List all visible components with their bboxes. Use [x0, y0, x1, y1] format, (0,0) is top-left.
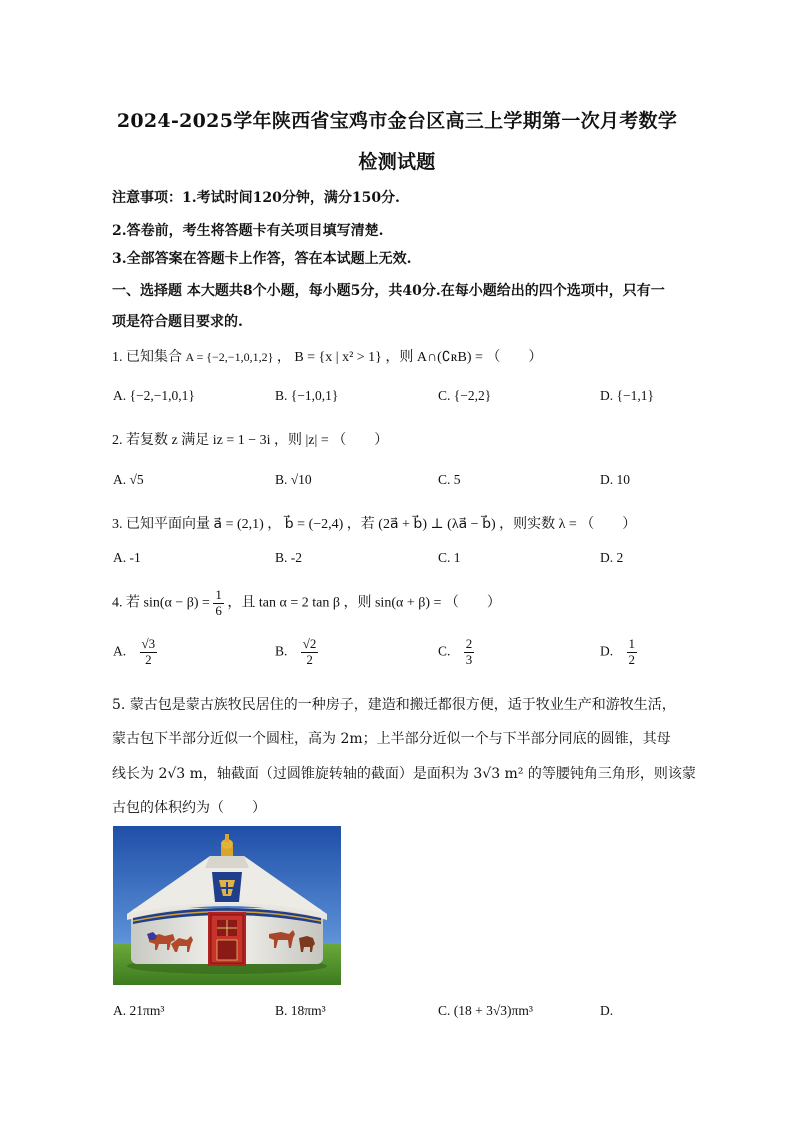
question-4-option-d — [600, 637, 637, 668]
question-5-line-3: 线长为 2√3 m，轴截面（过圆锥旋转轴的截面）是面积为 3√3 m² 的等腰钝角三角形，则该蒙 — [112, 766, 696, 782]
option-fraction-den: 3 — [465, 651, 473, 667]
question-1-suffix: ，则 A∩(∁ʀB) = （ ） — [385, 350, 543, 365]
note-1: 注意事项：1.考试时间120分钟，满分150分. — [112, 190, 400, 206]
option-fraction-num: √3 — [141, 636, 156, 651]
option-label: B. — [275, 643, 288, 659]
section-1-heading: 一、选择题 本大题共8个小题，每小题5分，共40分.在每小题给出的四个选项中，只有一 — [112, 283, 665, 299]
question-3-option-c: C. 1 — [438, 550, 461, 565]
option-fraction-den: 2 — [306, 651, 313, 667]
option-fraction-num: 2 — [465, 636, 473, 651]
question-4-fraction-num: 1 — [215, 587, 222, 602]
option-fraction-den: 2 — [145, 651, 152, 667]
question-1-option-d: D. {−1,1} — [600, 388, 654, 403]
question-1-option-c: C. {−2,2} — [438, 388, 492, 403]
question-3: 3. 已知平面向量 a⃗ = (2,1) ， b⃗ = (−2,4) ，若 (2a⃗ + b⃗) ⊥ (λa⃗ − b⃗) ，则实数 λ = （ ） — [112, 517, 637, 532]
option-fraction — [301, 637, 319, 668]
option-fraction — [464, 637, 475, 668]
question-2-option-c: C. 5 — [438, 472, 461, 487]
note-3: 3.全部答案在答题卡上作答，答在本试题上无效. — [112, 251, 412, 267]
question-4-option-c — [438, 637, 474, 668]
question-3-option-a: A. -1 — [113, 550, 141, 565]
question-1-set-a: A = {−2,−1,0,1,2} — [185, 350, 274, 364]
question-3-option-b: B. -2 — [275, 550, 302, 565]
section-1-heading-cont: 项是符合题目要求的. — [112, 314, 243, 330]
option-fraction — [627, 637, 638, 668]
question-1-set-b: B = {x | x² > 1} — [294, 350, 382, 365]
question-5-line-2: 蒙古包下半部分近似一个圆柱，高为 2m；上半部分近似一个与下半部分同底的圆锥，其母 — [112, 731, 671, 747]
option-fraction-den: 2 — [628, 651, 635, 667]
paper-title-line1: 2024-2025学年陕西省宝鸡市金台区高三上学期第一次月考数学 — [116, 110, 678, 132]
question-1-prefix: 1. 已知集合 — [112, 350, 182, 365]
question-3-option-d: D. 2 — [600, 550, 624, 565]
question-5-option-a: A. 21πm³ — [113, 1003, 165, 1018]
option-fraction — [140, 637, 158, 668]
yurt-photo — [113, 826, 341, 985]
option-label: A. — [113, 643, 127, 659]
question-4-fraction-den: 6 — [215, 602, 222, 618]
question-1-option-b: B. {−1,0,1} — [275, 388, 339, 403]
question-2-option-d: D. 10 — [600, 472, 630, 487]
option-fraction-num: √2 — [302, 636, 317, 651]
question-1: 1. 已知集合 A = {−2,−1,0,1,2} ， B = {x | x² > 1} ，则 A∩(∁ʀB) = （ ） — [112, 350, 543, 365]
paper-title-line2: 检测试题 — [358, 151, 436, 173]
option-fraction-num: 1 — [628, 636, 635, 651]
question-4-option-b — [275, 637, 318, 668]
question-5-line-4: 古包的体积约为（ ） — [112, 800, 266, 816]
question-4-suffix: ，且 tan α = 2 tan β ，则 sin(α + β) = （ ） — [227, 595, 501, 611]
question-4-option-a — [113, 637, 157, 668]
question-2: 2. 若复数 z 满足 iz = 1 − 3i ，则 |z| = （ ） — [112, 433, 389, 448]
option-label: C. — [438, 643, 451, 659]
question-2-option-b: B. √10 — [275, 472, 312, 487]
question-5-option-d: D. — [600, 1003, 614, 1018]
note-2: 2.答卷前，考生将答题卡有关项目填写清楚. — [112, 223, 384, 239]
question-4-prefix: 4. 若 sin(α − β) = — [112, 595, 210, 611]
option-label: D. — [600, 643, 614, 659]
question-4-fraction — [213, 588, 224, 619]
question-4 — [112, 588, 501, 619]
question-5-option-c: C. (18 + 3√3)πm³ — [438, 1003, 533, 1018]
question-1-option-a: A. {−2,−1,0,1} — [113, 388, 195, 403]
question-2-option-a: A. √5 — [113, 472, 144, 487]
question-5-option-b: B. 18πm³ — [275, 1003, 326, 1018]
question-5-line-1: 5. 蒙古包是蒙古族牧民居住的一种房子，建造和搬迁都很方便，适于牧业生产和游牧生活， — [112, 697, 676, 713]
